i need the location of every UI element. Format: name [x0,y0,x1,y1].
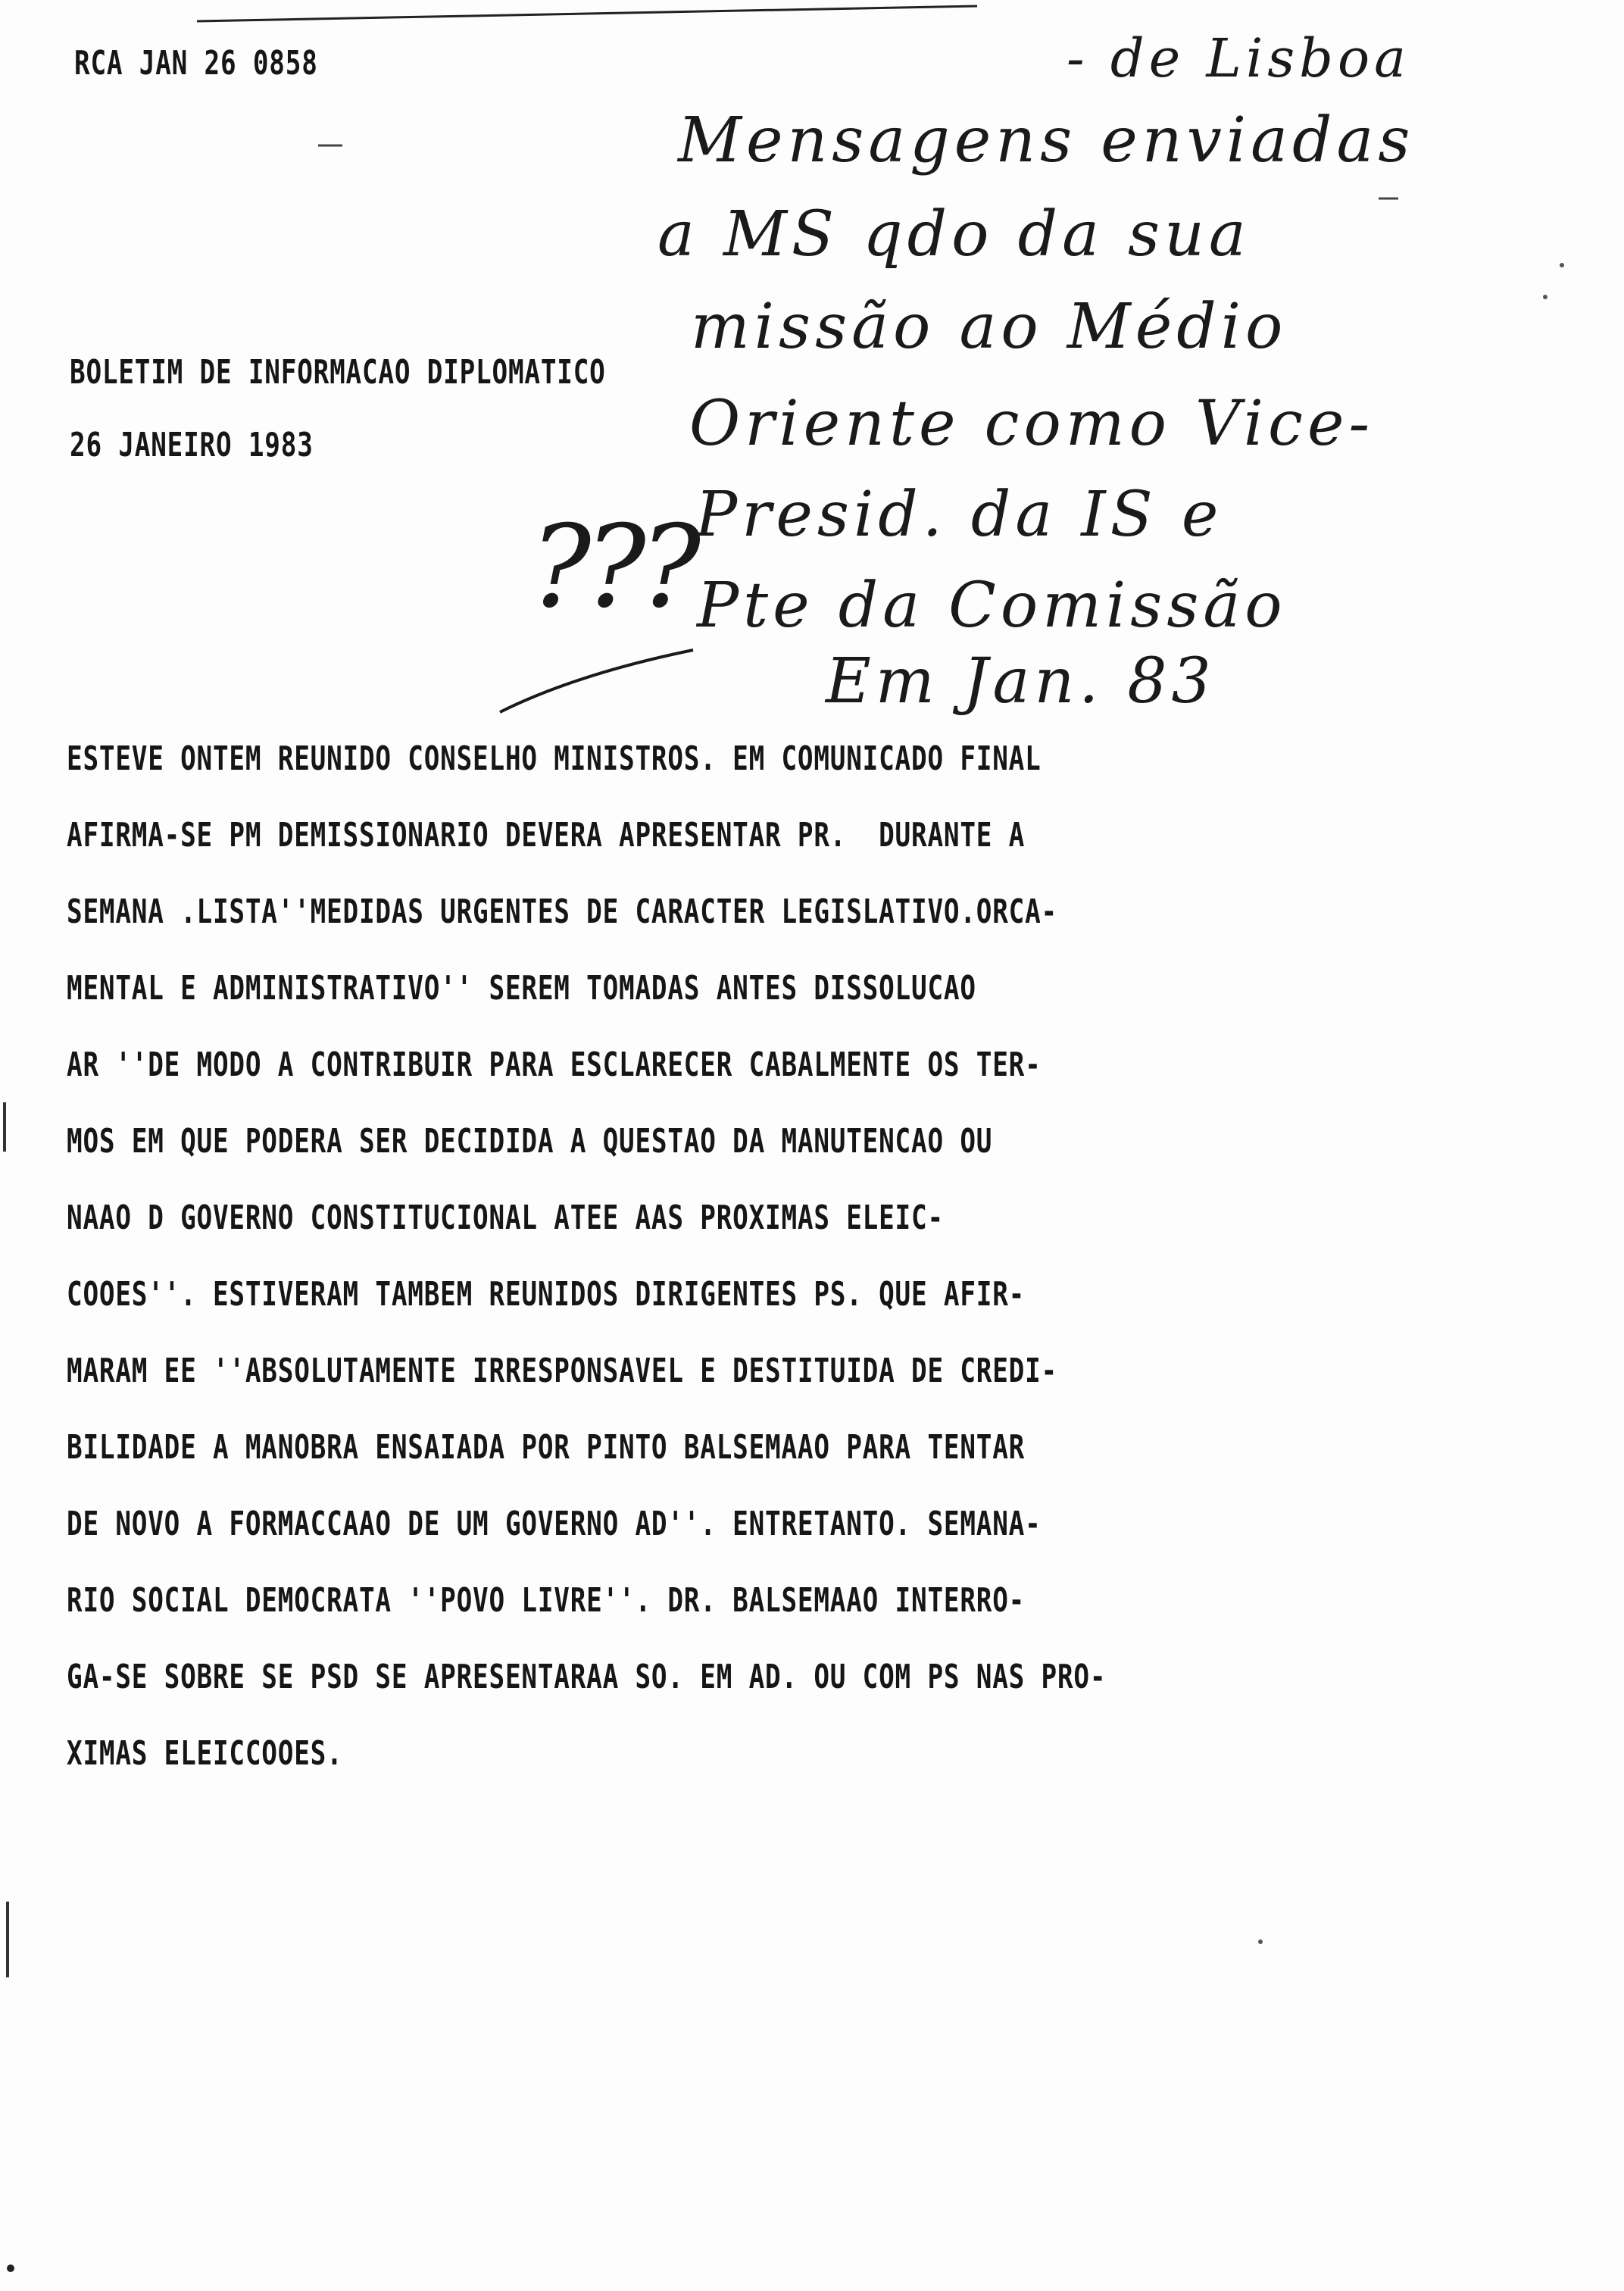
bulletin-body [67,739,1107,1773]
scan-speck [7,2264,14,2272]
body-line: SEMANA .LISTA''MEDIDAS URGENTES DE CARACTER LEGISLATIVO.ORCA- [67,892,1057,931]
body-line: GA-SE SOBRE SE PSD SE APRESENTARAA SO. EM AD. OU COM PS NAS PRO- [67,1658,1107,1696]
telex-timestamp: RCA JAN 26 0858 [74,44,318,83]
handwritten-line: missão ao Médio [691,291,1288,363]
body-line: DE NOVO A FORMACCAAO DE UM GOVERNO AD''. ENTRETANTO. SEMANA- [67,1505,1042,1543]
handwritten-line: a MS qdo da sua [657,198,1251,270]
body-line: AFIRMA-SE PM DEMISSIONARIO DEVERA APRESENTAR PR. DURANTE A [67,816,1026,855]
handwritten-question-marks: ??? [530,502,695,633]
handwritten-line: Em Jan. 83 [826,645,1216,717]
scan-speck [1258,1939,1263,1944]
pen-stroke [500,650,693,712]
handwritten-line: Oriente como Vice- [689,388,1375,460]
scan-speck [1560,263,1564,267]
scan-speck [1543,295,1547,299]
body-line: COOES''. ESTIVERAM TAMBEM REUNIDOS DIRIGENTES PS. QUE AFIR- [67,1275,1026,1314]
handwritten-line: Presid. da IS e [695,479,1223,551]
bulletin-title: BOLETIM DE INFORMACAO DIPLOMATICO [70,353,606,392]
body-line: NAAO D GOVERNO CONSTITUCIONAL ATEE AAS PROXIMAS ELEIC- [67,1199,944,1237]
body-line: ESTEVE ONTEM REUNIDO CONSELHO MINISTROS. EM COMUNICADO FINAL [67,739,1042,778]
body-line: MOS EM QUE PODERA SER DECIDIDA A QUESTAO DA MANUTENCAO OU [67,1122,993,1161]
body-line: BILIDADE A MANOBRA ENSAIADA POR PINTO BALSEMAAO PARA TENTAR [67,1428,1026,1467]
body-line: MENTAL E ADMINISTRATIVO'' SEREM TOMADAS ANTES DISSOLUCAO [67,969,976,1008]
top-edge-line [197,6,977,21]
body-line: MARAM EE ''ABSOLUTAMENTE IRRESPONSAVEL E DESTITUIDA DE CREDI- [67,1352,1057,1390]
handwritten-line: - de Lisboa [1067,27,1410,89]
handwritten-line: Mensagens enviadas [678,105,1415,177]
body-line: AR ''DE MODO A CONTRIBUIR PARA ESCLARECER CABALMENTE OS TER- [67,1045,1042,1084]
body-line: RIO SOCIAL DEMOCRATA ''POVO LIVRE''. DR. BALSEMAAO INTERRO- [67,1581,1026,1620]
bulletin-date: 26 JANEIRO 1983 [70,426,314,464]
handwritten-line: Pte da Comissão [697,570,1287,642]
body-line: XIMAS ELEICCOOES. [67,1734,343,1773]
